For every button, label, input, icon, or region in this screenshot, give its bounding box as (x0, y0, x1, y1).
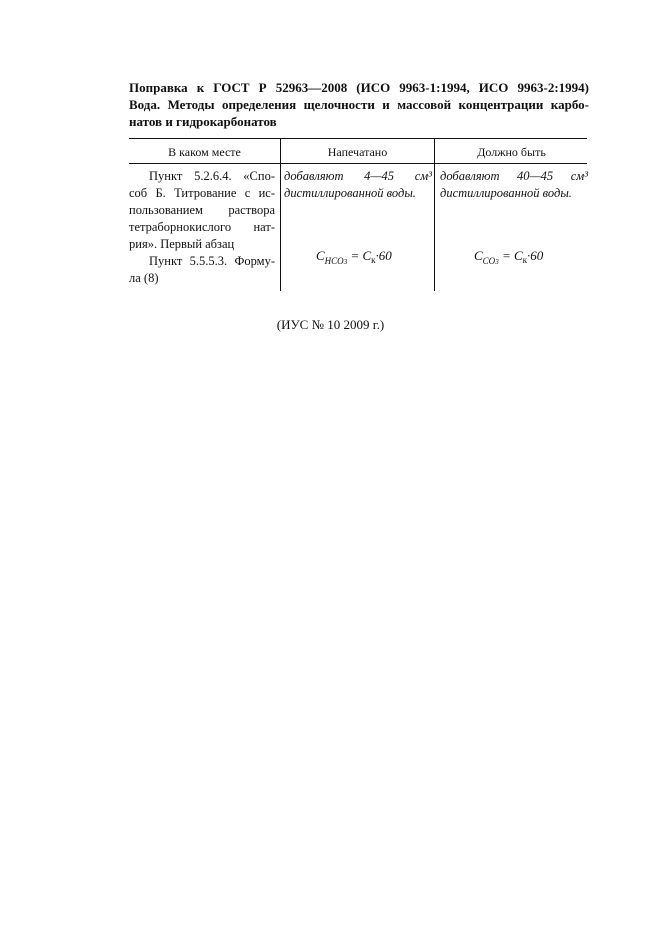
formula-correct-rest: ·60 (527, 248, 544, 263)
formula-correct-eq: = C (498, 248, 523, 263)
table-top-rule (129, 138, 587, 139)
header-place: В каком месте (168, 145, 241, 159)
formula-correct-c: C (474, 248, 483, 263)
title-line-1: Поправка к ГОСТ Р 52963—2008 (ИСО 9963-1:1994, ИСО 9963-2:1994) (129, 80, 589, 95)
row1-printed (284, 168, 432, 202)
row1-place-line: Пункт 5.2.6.4. «Спо- (149, 169, 275, 183)
column-divider-2 (434, 138, 435, 291)
formula-correct-subsub: 3 (495, 258, 499, 266)
row1-correct-line: добавляют 40—45 см³ (440, 169, 588, 183)
row1-correct (440, 168, 588, 202)
source-reference: (ИУС № 10 2009 г.) (276, 317, 385, 332)
row1-place-line: тетраборнокислого нат- (129, 220, 275, 234)
title-line-2: Вода. Методы определения щелочности и массовой концентрации карбо- (129, 97, 589, 112)
row1-place-line: пользованием раствора (129, 203, 275, 217)
formula-printed-rest: ·60 (375, 248, 392, 263)
formula-printed (316, 248, 392, 266)
row1-printed-line: добавляют 4—45 см³ (284, 169, 432, 183)
formula-printed-k: к (371, 255, 376, 265)
formula-printed-subsub: 3 (343, 258, 348, 266)
formula-printed-sub: HCO (324, 256, 344, 266)
row1-place (129, 168, 275, 287)
header-correct: Должно быть (477, 145, 546, 159)
formula-printed-c: C (316, 248, 325, 263)
row1-printed-line: дистиллированной воды. (284, 186, 416, 200)
row2-place-line: ла (8) (129, 271, 159, 285)
row2-place-line: Пункт 5.5.5.3. Форму- (149, 254, 275, 268)
formula-correct-k: к (522, 255, 528, 265)
formula-correct-sub: CO (482, 256, 496, 266)
document-title (129, 79, 589, 130)
row1-place-line: соб Б. Титрование с ис- (129, 186, 275, 200)
title-line-3: натов и гидрокарбонатов (129, 114, 277, 129)
header-printed: Напечатано (327, 145, 388, 159)
formula-correct (474, 248, 543, 266)
row1-place-line: рия». Первый абзац (129, 237, 235, 251)
column-divider-1 (280, 138, 281, 291)
row1-correct-line: дистиллированной воды. (440, 186, 572, 200)
formula-printed-eq: = C (347, 248, 372, 263)
table-header-rule (129, 163, 587, 164)
